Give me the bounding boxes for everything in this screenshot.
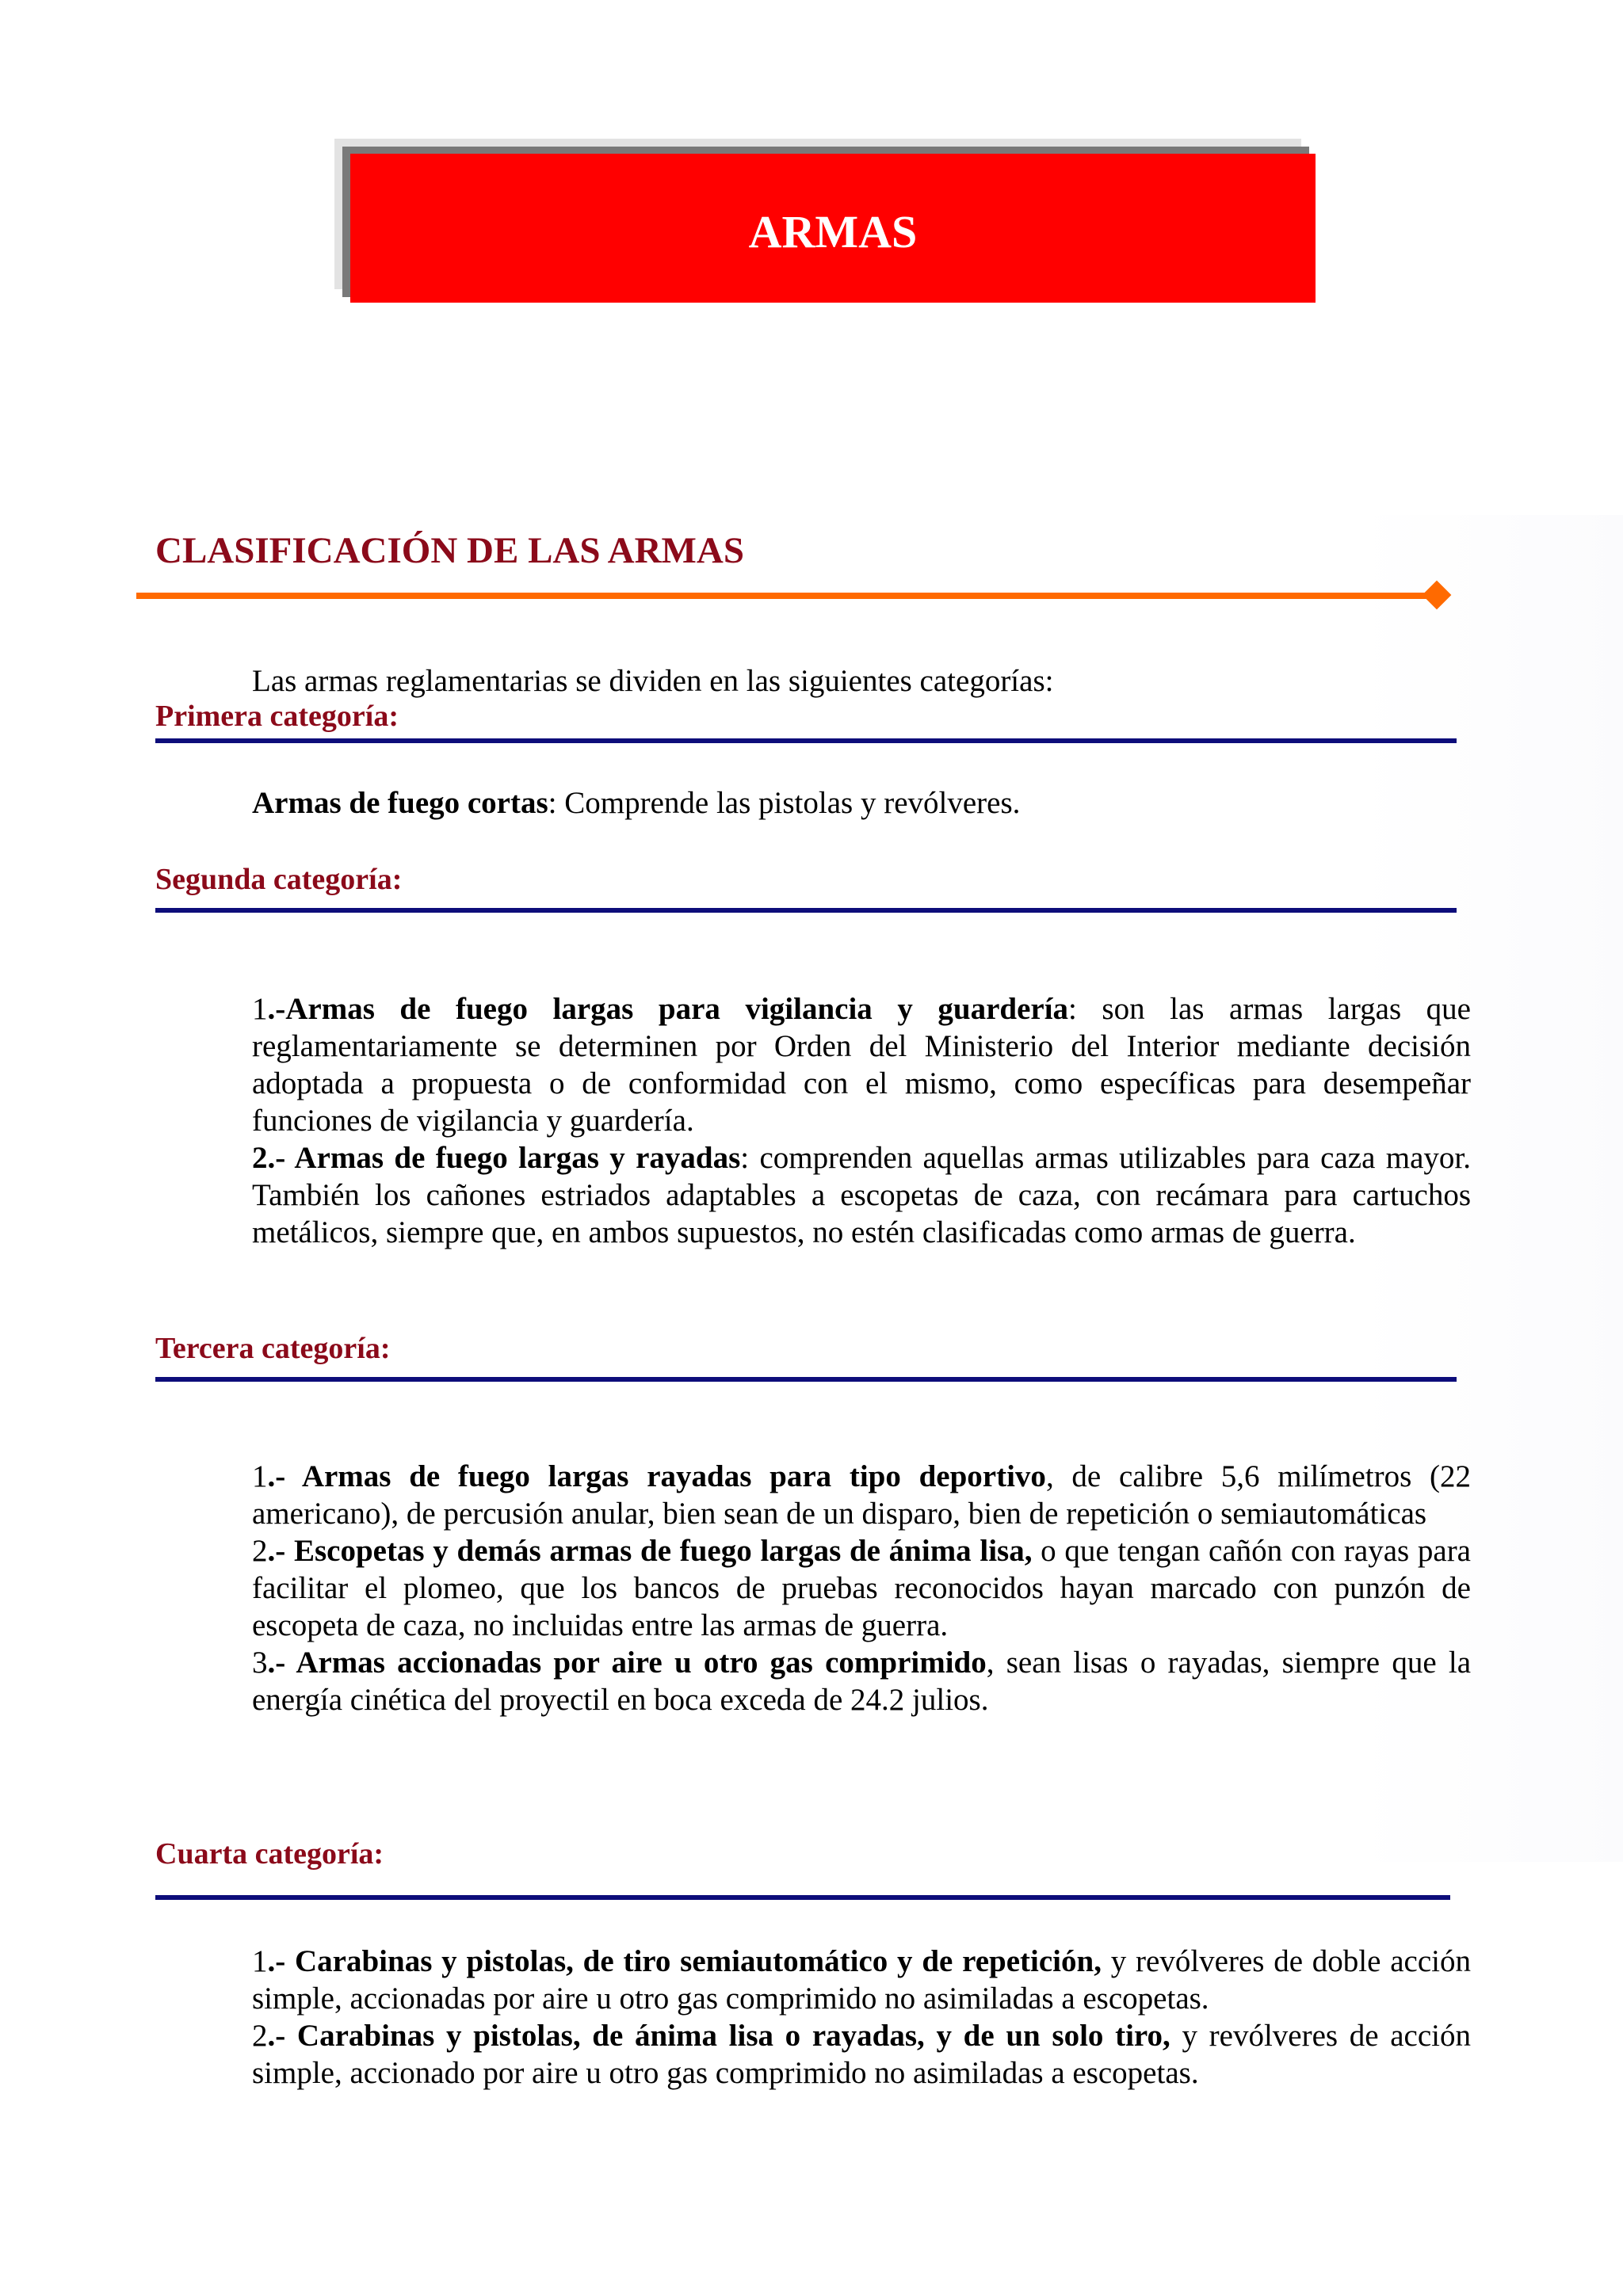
item-text: o que tengan cañón con rayas para facilitar el plomeo, que los bancos de pruebas reconocidos hayan marcado con punzón de escopeta de caza, no incluidas entre las armas de guerra. xyxy=(252,1534,1471,1642)
category-divider-2 xyxy=(155,908,1457,913)
item-text: : Comprende las pistolas y revólveres. xyxy=(548,786,1021,820)
item-text: , de calibre 5,6 milímetros (22 americano), de percusión anular, bien sean de un disparo, bien de repetición o semiautomáticas xyxy=(252,1459,1471,1531)
category-divider-3 xyxy=(155,1377,1457,1382)
item-bold-text: .- Armas de fuego largas rayadas para tipo deportivo xyxy=(267,1459,1046,1493)
item-number: 2 xyxy=(252,2019,268,2053)
item-number: 3 xyxy=(252,1646,268,1680)
category-2-item-2 xyxy=(252,1139,1471,1251)
category-divider-1 xyxy=(155,738,1457,743)
category-2-items xyxy=(252,990,1471,1251)
page-title: ARMAS xyxy=(748,205,918,257)
item-bold-text: .- Carabinas y pistolas, de ánima lisa o rayadas, y de un solo tiro, xyxy=(267,2019,1170,2053)
item-text: : son las armas largas que reglamentariamente se determinen por Orden del Ministerio del Interior mediante decisión adoptada a propuesta o de conformidad con el mismo, como específicas para desempeñar funciones de vigilancia y guardería. xyxy=(252,992,1471,1138)
item-number: 2 xyxy=(252,1534,268,1568)
item-number: 1 xyxy=(252,992,268,1026)
category-title-4: Cuarta categoría: xyxy=(155,1837,384,1871)
section-divider xyxy=(136,593,1442,599)
item-text: y revólveres de doble acción simple, accionadas por aire u otro gas comprimido no asimiladas a escopetas. xyxy=(252,1944,1471,2016)
category-3-item-1 xyxy=(252,1458,1471,1532)
item-text: : comprenden aquellas armas utilizables para caza mayor. También los cañones estriados adaptables a escopetas de caza, con recámara para cartuchos metálicos, siempre que, en ambos supuestos, no estén clasificadas como armas de guerra. xyxy=(252,1141,1471,1249)
category-4-items xyxy=(252,1943,1471,2092)
category-title-2: Segunda categoría: xyxy=(155,863,403,896)
item-bold-text: .-Armas de fuego largas para vigilancia y guardería xyxy=(267,992,1069,1026)
category-1-item-1 xyxy=(252,784,1020,822)
section-title: CLASIFICACIÓN DE LAS ARMAS xyxy=(155,530,744,571)
category-4-item-2 xyxy=(252,2017,1471,2092)
item-number: 1 xyxy=(252,1459,268,1493)
item-bold-text: .- Armas accionadas por aire u otro gas comprimido xyxy=(267,1646,987,1680)
item-number: 2 xyxy=(252,1141,268,1175)
item-text: , sean lisas o rayadas, siempre que la energía cinética del proyectil en boca exceda de 24.2 julios. xyxy=(252,1646,1472,1717)
item-bold-text: .- Carabinas y pistolas, de tiro semiautomático y de repetición, xyxy=(267,1944,1102,1978)
category-3-item-2 xyxy=(252,1532,1471,1644)
category-3-item-3 xyxy=(252,1644,1471,1718)
category-3-items xyxy=(252,1458,1471,1718)
category-title-3: Tercera categoría: xyxy=(155,1332,391,1365)
item-text: y revólveres de acción simple, accionado por aire u otro gas comprimido no asimiladas a escopetas. xyxy=(252,2019,1471,2090)
item-bold-text: .- Armas de fuego largas y rayadas xyxy=(267,1141,741,1175)
item-bold-text: .- Escopetas y demás armas de fuego largas de ánima lisa, xyxy=(267,1534,1033,1568)
category-4-item-1 xyxy=(252,1943,1471,2017)
category-title-1: Primera categoría: xyxy=(155,700,399,733)
category-divider-4 xyxy=(155,1895,1450,1900)
item-number: 1 xyxy=(252,1944,268,1978)
intro-text: Las armas reglamentarias se dividen en las siguientes categorías: xyxy=(252,664,1054,698)
category-2-item-1 xyxy=(252,990,1471,1139)
page-title-banner xyxy=(350,154,1316,303)
item-bold-text: Armas de fuego cortas xyxy=(252,786,548,820)
